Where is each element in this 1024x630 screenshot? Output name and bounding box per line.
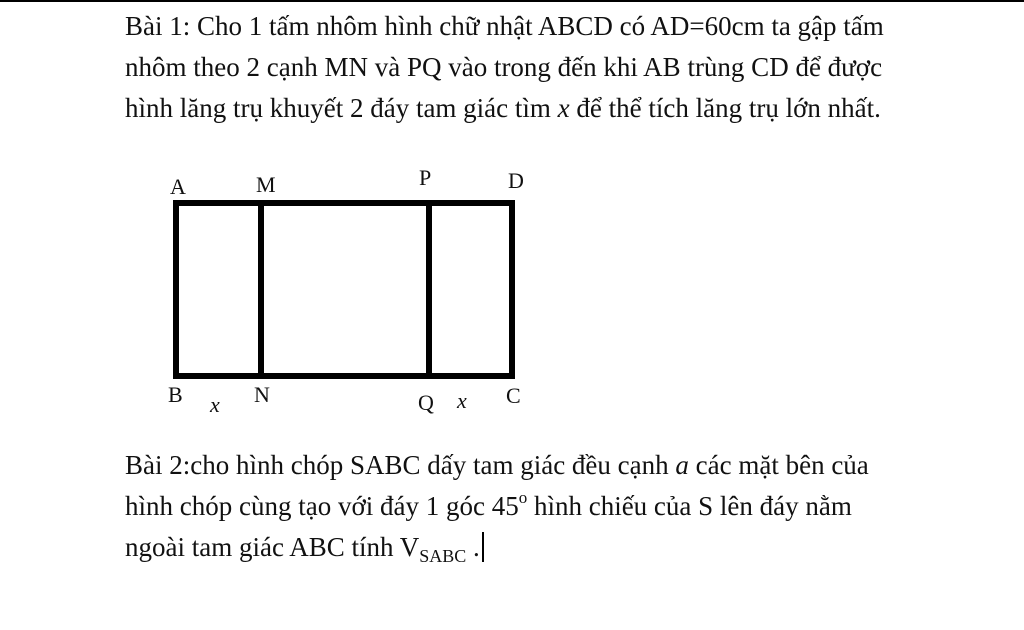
- problem-1-line-3-end: để thể tích lăng trụ lớn nhất.: [569, 93, 881, 123]
- label-q: Q: [418, 390, 434, 415]
- variable-x: x: [557, 93, 570, 123]
- label-n: N: [254, 382, 270, 407]
- problem-1-line-1: Bài 1: Cho 1 tấm nhôm hình chữ nhật ABCD có AD=60cm ta gập tấm: [125, 11, 884, 41]
- problem-2-line-1: [125, 445, 1015, 486]
- variable-a: a: [675, 450, 689, 480]
- label-c: C: [506, 383, 521, 408]
- problem-2-text: [125, 445, 1015, 568]
- label-d: D: [508, 168, 524, 193]
- problem-2-line-3-end: .: [466, 532, 480, 562]
- label-a: A: [170, 174, 186, 199]
- problem-1-line-3: [125, 88, 1015, 129]
- problem-2-line-1-end: các mặt bên của: [688, 450, 869, 480]
- label-x-left: x: [210, 392, 220, 417]
- problem-1-text: [125, 6, 1015, 129]
- top-border-line: [0, 0, 1024, 2]
- problem-1-line-3-start: hình lăng trụ khuyết 2 đáy tam giác tìm: [125, 93, 558, 123]
- problem-1-line-2: nhôm theo 2 cạnh MN và PQ vào trong đến khi AB trùng CD để được: [125, 52, 883, 82]
- folding-diagram: [150, 160, 550, 420]
- problem-2-line-2-end: hình chiếu của S lên đáy nằm: [527, 491, 852, 521]
- problem-2-line-2: [125, 486, 1015, 527]
- problem-2-line-1-start: Bài 2:cho hình chóp SABC dấy tam giác đều cạnh: [125, 450, 676, 480]
- problem-2-line-3: [125, 527, 1015, 568]
- degree-symbol: o: [518, 488, 528, 507]
- label-m: M: [256, 172, 276, 197]
- problem-2-line-3-start: ngoài tam giác ABC tính V: [125, 532, 420, 562]
- label-x-right: x: [457, 388, 467, 413]
- problem-2-line-2-start: hình chóp cùng tạo với đáy 1 góc 45: [125, 491, 519, 521]
- volume-subscript: SABC: [419, 546, 467, 566]
- label-p: P: [419, 165, 432, 190]
- rectangle-abcd: [176, 203, 512, 376]
- label-b: B: [168, 382, 183, 407]
- text-cursor: [482, 532, 484, 562]
